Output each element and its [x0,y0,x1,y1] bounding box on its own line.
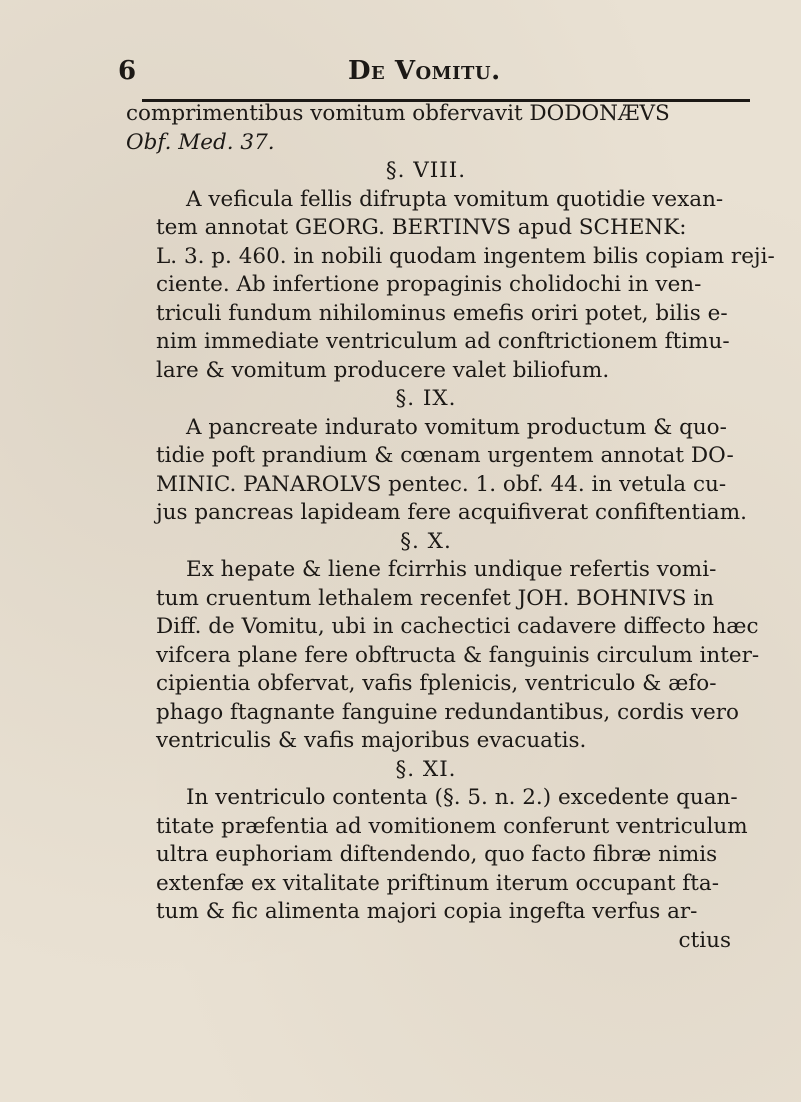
text-line: nim immediate ventriculum ad conftrictionem ftimu- [156,329,730,354]
text-line: tum cruentum lethalem recenfet JOH. BOHNIVS in [156,585,715,611]
text-line: MINIC. PANAROLVS pentec. 1. obf. 44. in vetula cu- [156,471,727,497]
text-line: jus pancreas lapideam fere acquifiverat confiftentiam. [156,500,747,525]
text-line: L. 3. p. 460. in nobili quodam ingentem bilis copiam reji- [156,243,775,269]
text-line: phago ftagnante fanguine redundantibus, cordis vero [156,699,739,725]
text-line: Ex hepate & liene fcirrhis undique refertis vomi- [186,557,717,582]
text-line: tem annotat GEORG. BERTINVS apud SCHENK: [156,215,687,240]
text-line: ctius [678,927,731,953]
text-line: Obf. Med. 37. [126,129,275,155]
text-line: In ventriculo contenta (§. 5. n. 2.) excedente quan- [186,785,738,810]
section-heading: §. VIII. [385,158,467,183]
text-line: comprimentibus vomitum obfervavit DODONÆVS [126,101,670,126]
text-line: triculi fundum nihilominus emefis oriri potet, bilis e- [156,300,728,326]
page-header [118,56,758,92]
text-line: tidie poft prandium & cœnam urgentem annotat DO- [156,443,734,468]
text-line: lare & vomitum producere valet biliofum. [156,357,610,383]
section-heading: §. X. [400,528,452,554]
text-line: cipientia obfervat, vafis fplenicis, ventriculo & æfo- [156,671,717,696]
running-head: De Vomitu. [348,56,501,86]
text-line: titate præfentia ad vomitionem conferunt ventriculum [156,813,748,839]
text-line: A pancreate indurato vomitum productum & quo- [186,414,727,440]
text-line: vifcera plane fere obftructa & fanguinis circulum inter- [156,642,760,668]
text-line: A veficula fellis difrupta vomitum quotidie vexan- [186,186,724,212]
text-line: ciente. Ab infertione propaginis cholidochi in ven- [156,272,702,297]
section-heading: §. XI. [395,756,457,782]
text-line: tum & fic alimenta majori copia ingefta verfus ar- [156,899,698,924]
text-line: Diff. de Vomitu, ubi in cachectici cadavere diffecto hæc [156,614,759,639]
section-heading: §. IX. [395,386,457,411]
body-text [126,100,776,955]
text-line: ventriculis & vafis majoribus evacuatis. [156,728,587,753]
text-line: ultra euphoriam diftendendo, quo facto fibræ nimis [156,842,718,867]
text-line: extenfæ ex vitalitate priftinum iterum occupant fta- [156,870,719,896]
page-number: 6 [118,56,138,86]
